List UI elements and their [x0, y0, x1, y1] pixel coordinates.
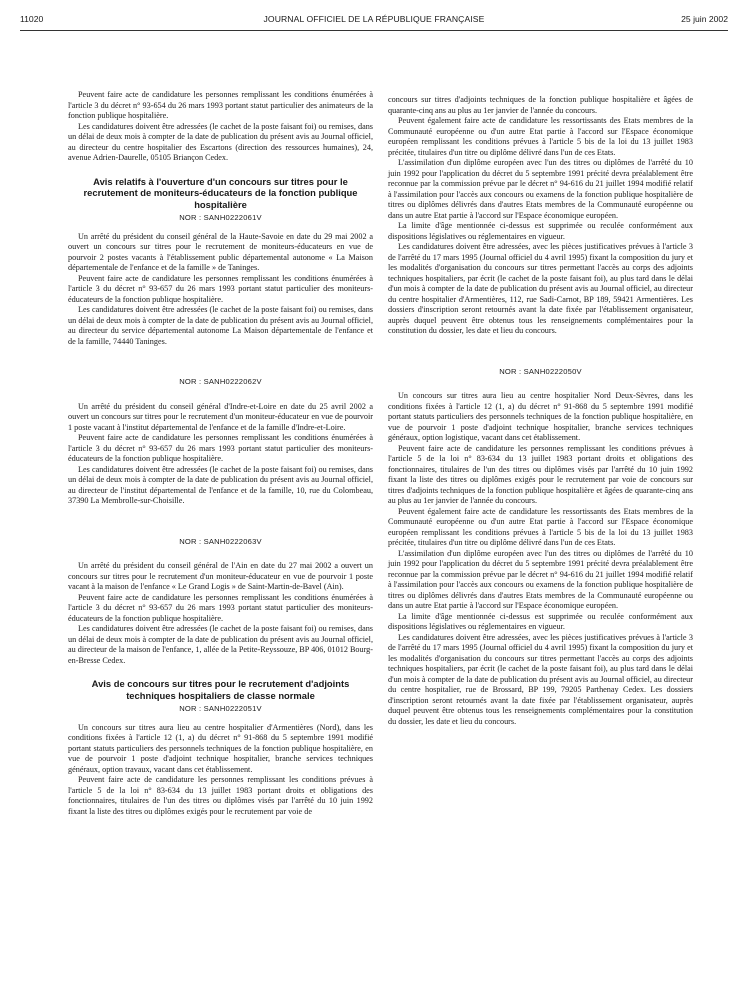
section-title: Avis relatifs à l'ouverture d'un concours sur titres pour le recrutement de moniteurs-éducateurs de la fonction publique hospitalière — [83, 175, 358, 210]
right-column — [388, 95, 693, 727]
paragraph: concours sur titres d'adjoints techniques de la fonction publique hospitalière et âgées de quarante-cinq ans au plus au 1er janvier de l'année du concours. — [388, 95, 693, 115]
paragraph: Un arrêté du président du conseil général de l'Ain en date du 27 mai 2002 a ouvert un concours sur titres pour le recrutement d'un moniteur-éducateur en vue de pourvoir 1 poste vacant à la maison de l'enfance « Le Grand Logis » de Saint-Martin-de-Bavel (Ain). — [68, 561, 373, 591]
paragraph: Les candidatures doivent être adressées, avec les pièces justificatives prévues à l'article 3 de l'arrêté du 17 mars 1995 (Journal officiel du 4 avril 1995) fixant la composition du jury et les modalités d'organisation du concours sur titres permettant l'accès au corps des adjoints techniques hospitaliers, par écrit (le cachet de la poste faisant foi), au plus tard dans le délai d'un mois à compter de la date de publication du présent avis au Journal officiel, au directeur du centre hospitalier, rue de Brossard, BP 199, 79205 Parthenay Cedex. Les dossiers d'inscription seront retournés avant la date fixée par l'établissement organisateur, auprès duquel peuvent être obtenus tous les renseignements complémentaires pour la constitution du dossier, les date et lieu du concours. — [388, 632, 693, 726]
paragraph: Un arrêté du président du conseil général d'Indre-et-Loire en date du 25 avril 2002 a ouvert un concours sur titres pour le recrutement d'un moniteur-éducateur en vue de pourvoir 1 poste vacant à l'institut départemental de l'enfance et de la famille d'Indre-et-Loire. — [68, 401, 373, 432]
section-title: Avis de concours sur titres pour le recrutement d'adjoints techniques hospitaliers de classe normale — [91, 678, 350, 701]
nor-reference: NOR : SANH0222051V — [179, 704, 262, 713]
paragraph: Un concours sur titres aura lieu au centre hospitalier d'Armentières (Nord), dans les conditions fixées à l'article 12 (1, a) du décret n° 91-868 du 5 septembre 1991 modifié portant statuts particuliers des personnels techniques de la fonction publique hospitalière, en vue de pourvoir 1 poste d'adjoint technique hospitalier, branche services techniques généraux, option travaux, vacant dans cet établissement. — [68, 722, 373, 774]
paragraph: Peuvent faire acte de candidature les personnes remplissant les conditions énumérées à l'article 3 du décret n° 93-654 du 26 mars 1993 portant statut particulier des animateurs de la fonction publique hospitalière. — [68, 90, 373, 120]
paragraph: Un concours sur titres aura lieu au centre hospitalier Nord Deux-Sèvres, dans les conditions fixées à l'article 12 (1, a) du décret n° 91-868 du 5 septembre 1991 modifié portant statuts particuliers des personnels techniques de la fonction publique hospitalière, en vue de pourvoir 1 poste d'adjoint technique hospitalier, branche services techniques généraux, option logistique, vacant dans cet établissement. — [388, 391, 693, 442]
paragraph: L'assimilation d'un diplôme européen avec l'un des titres ou diplômes de l'arrêté du 10 juin 1992 pour l'application du décret du 5 septembre 1991 précité devra préalablement être reconnue par la commission prévue par le décret n° 94-616 du 21 juillet 1994 modifié relatif à l'assimilation pour l'accès aux concours ou examens de la fonction publique hospitalière de titres ou diplômes délivrés dans d'autres Etats membres de la Communauté européenne ou dans un autre Etat partie à l'accord sur l'Espace économique européen. — [388, 158, 693, 220]
paragraph: Les candidatures doivent être adressées, avec les pièces justificatives prévues à l'article 3 de l'arrêté du 17 mars 1995 (Journal officiel du 4 avril 1995) fixant la composition du jury et les modalités d'organisation du concours sur titres permettant l'accès au corps des adjoints techniques hospitaliers, par écrit (le cachet de la poste faisant foi), au plus tard dans le délai d'un mois à compter de la date de publication du présent avis au Journal officiel, au directeur du centre hospitalier d'Armentières, 112, rue Sadi-Carnot, BP 189, 59421 Armentières. Les dossiers d'inscription seront retournés avant la date fixée par l'établissement organisateur, auprès duquel peuvent être obtenus tous les renseignements complémentaires pour la constitution du dossier, les date et lieu du concours. — [388, 242, 693, 335]
paragraph: Les candidatures doivent être adressées (le cachet de la poste faisant foi) ou remises, dans un délai de deux mois à compter de la date de publication du présent avis au Journal officiel, au directeur du service départemental autonome La Maison départementale de l'enfance et de la famille, 74440 Taninges. — [68, 305, 373, 346]
paragraph: La limite d'âge mentionnée ci-dessus est supprimée ou reculée conformément aux dispositions législatives ou réglementaires en vigueur. — [388, 611, 693, 631]
nor-reference: NOR : SANH0222050V — [499, 366, 582, 376]
paragraph: La limite d'âge mentionnée ci-dessus est supprimée ou reculée conformément aux dispositions législatives ou réglementaires en vigueur. — [388, 221, 693, 241]
paragraph: Peuvent faire acte de candidature les personnes remplissant les conditions énumérées à l'article 3 du décret n° 93-657 du 26 mars 1993 portant statut particulier des moniteurs-éducateurs de la fonction publique hospitalière. — [68, 273, 373, 304]
nor-reference: NOR : SANH0222063V — [179, 536, 262, 546]
left-column — [68, 90, 373, 817]
journal-title: JOURNAL OFFICIEL DE LA RÉPUBLIQUE FRANÇAISE — [263, 14, 485, 24]
paragraph: L'assimilation d'un diplôme européen avec l'un des titres ou diplômes de l'arrêté du 10 juin 1992 pour l'application du décret du 5 septembre 1991 précité devra préalablement être reconnue par la commission prévue par le décret n° 94-616 du 21 juillet 1994 modifié relatif à l'assimilation pour l'accès aux concours ou examens de la fonction publique hospitalière de titres ou diplômes délivrés dans d'autres Etats membres de la Communauté européenne ou dans un autre Etat partie à l'accord sur l'Espace économique européen. — [388, 548, 693, 610]
paragraph: Un arrêté du président du conseil général de la Haute-Savoie en date du 29 mai 2002 a ouvert un concours sur titres pour le recrutement de moniteurs-éducateurs en vue de pourvoir 2 postes vacants à l'établissement public départemental autonome « La Maison départementale de l'enfance et de la famille » de Taninges. — [68, 231, 373, 272]
nor-reference: NOR : SANH0222062V — [179, 377, 262, 386]
paragraph: Peuvent faire acte de candidature les personnes remplissant les conditions énumérées à l'article 3 du décret n° 93-657 du 26 mars 1993 portant statut particulier des moniteurs-éducateurs de la fonction publique hospitalière. — [68, 433, 373, 463]
issue-date: 25 juin 2002 — [681, 14, 728, 24]
paragraph: Les candidatures doivent être adressées (le cachet de la poste faisant foi) ou remises, dans un délai de deux mois à compter de la date de publication du présent avis au Journal officiel, au directeur de la maison de l'enfance, 1, allée de la Petite-Reyssouze, BP 406, 01012 Bourg-en-Bresse Cedex. — [68, 624, 374, 665]
paragraph: Peuvent également faire acte de candidature les ressortissants des Etats membres de la Communauté européenne ou d'un autre Etat partie à l'accord sur l'Espace économique européen remplissant les conditions prévues à l'article 5 bis de la loi du 13 juillet 1983 précitée, titulaires d'un titre ou diplôme délivré dans l'un de ces Etats. — [388, 116, 693, 157]
paragraph: Les candidatures doivent être adressées (le cachet de la poste faisant foi) ou remises, dans un délai de deux mois à compter de la date de publication du présent avis au Journal officiel, au directeur du centre hospitalier des Escartons (direction des ressources humaines), 24, avenue Adrien-Daurelle, 05105 Briançon Cedex. — [68, 121, 373, 162]
paragraph: Peuvent faire acte de candidature les personnes remplissant les conditions prévues à l'article 5 de la loi n° 83-634 du 13 juillet 1983 portant droits et obligations des fonctionnaires, titulaires de l'un des titres ou diplômes visés par l'arrêté du 10 juin 1992 fixant la liste des titres ou diplômes exigés pour le recrutement par voie de — [68, 775, 373, 816]
paragraph: Peuvent faire acte de candidature les personnes remplissant les conditions énumérées à l'article 3 du décret n° 93-657 du 26 mars 1993 portant statut particulier des moniteurs-éducateurs de la fonction publique hospitalière. — [68, 592, 373, 623]
nor-reference: NOR : SANH0222061V — [179, 213, 262, 222]
page-header — [20, 14, 728, 28]
paragraph: Peuvent faire acte de candidature les personnes remplissant les conditions prévues à l'article 5 de la loi n° 83-634 du 13 juillet 1983 portant droits et obligations des fonctionnaires, titulaires de l'un des titres ou diplômes visés par l'arrêté du 10 juin 1992 fixant la liste des titres ou diplômes exigés pour le recrutement par voie de concours sur titres d'adjoints techniques de la fonction publique hospitalière et âgées de quarante-cinq ans au plus au 1er janvier de l'année du concours. — [388, 443, 693, 505]
page-number: 11020 — [20, 14, 44, 24]
header-rule — [20, 30, 728, 31]
paragraph: Les candidatures doivent être adressées (le cachet de la poste faisant foi) ou remises, dans un délai de deux mois à compter de la date de publication du présent avis au Journal officiel, au directeur de l'institut départemental de l'enfance et de la famille, 10, rue du Colombeau, 37390 La Membrolle-sur-Choisille. — [68, 464, 373, 505]
paragraph: Peuvent également faire acte de candidature les ressortissants des Etats membres de la Communauté européenne ou d'un autre Etat partie à l'accord sur l'Espace économique européen remplissant les conditions prévues à l'article 5 bis de la loi du 13 juillet 1983 précitée, titulaires d'un titre ou diplôme délivré dans l'un de ces Etats. — [388, 506, 693, 547]
